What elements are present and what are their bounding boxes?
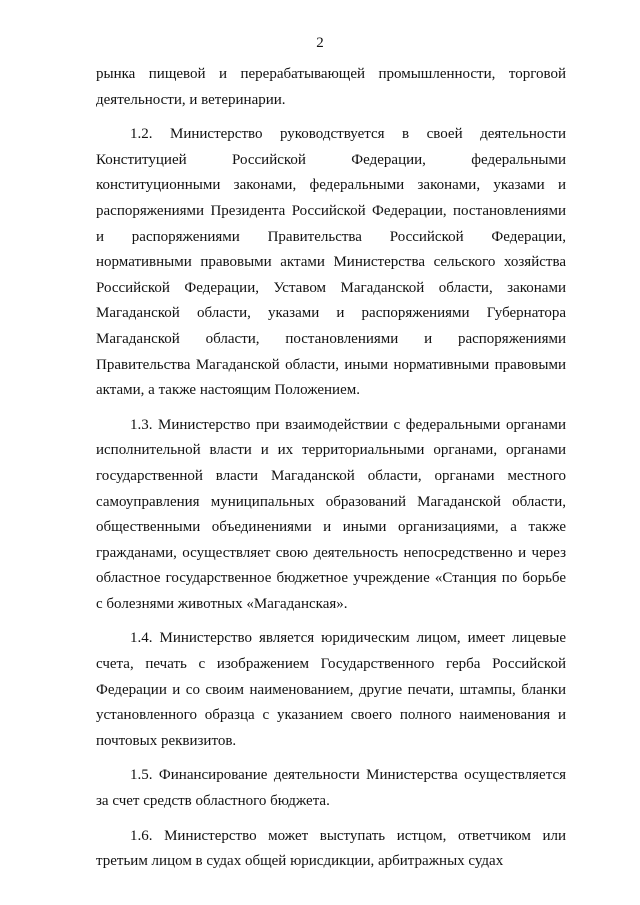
paragraph-continuation: рынка пищевой и перерабатывающей промышленности, торговой деятельности, и ветеринарии. — [96, 66, 566, 108]
paragraph-1-6: 1.6. Министерство может выступать истцом, ответчиком или третьим лицом в судах общей юрисдикции, арбитражных судах — [96, 827, 566, 870]
page-number: 2 — [316, 35, 324, 51]
paragraph-1-5: 1.5. Финансирование деятельности Министерства осуществляется за счет средств областного бюджета. — [96, 767, 566, 810]
document-body — [96, 62, 566, 875]
paragraph-1-2: 1.2. Министерство руководствуется в своей деятельности Конституцией Российской Федерации, федеральными конституционными законами, федеральными законами, указами и распоряжениями Президента Российской Федерации, постановлениями и распоряжениями Правительства Российской Федерации, нормативными правовыми актами Министерства сельского хозяйства Российской Федерации, Уставом Магаданской области, законами Магаданской области, указами и распоряжениями Губернатора Магаданской области, постановлениями и распоряжениями Правительства Магаданской области, иными нормативными правовыми актами, а также настоящим Положением. — [96, 126, 566, 399]
paragraph-1-3: 1.3. Министерство при взаимодействии с федеральными органами исполнительной власти и их территориальными органами, органами государственной власти Магаданской области, органами местного самоуправления муниципальных образований Магаданской области, общественными объединениями и иными организациями, а также гражданами, осуществляет свою деятельность непосредственно и через областное государственное бюджетное учреждение «Станция по борьбе с болезнями животных «Магаданская». — [96, 416, 566, 612]
paragraph-1-4: 1.4. Министерство является юридическим лицом, имеет лицевые счета, печать с изображением Государственного герба Российской Федерации и со своим наименованием, другие печати, штампы, бланки установленного образца с указанием своего полного наименования и почтовых реквизитов. — [96, 630, 566, 749]
